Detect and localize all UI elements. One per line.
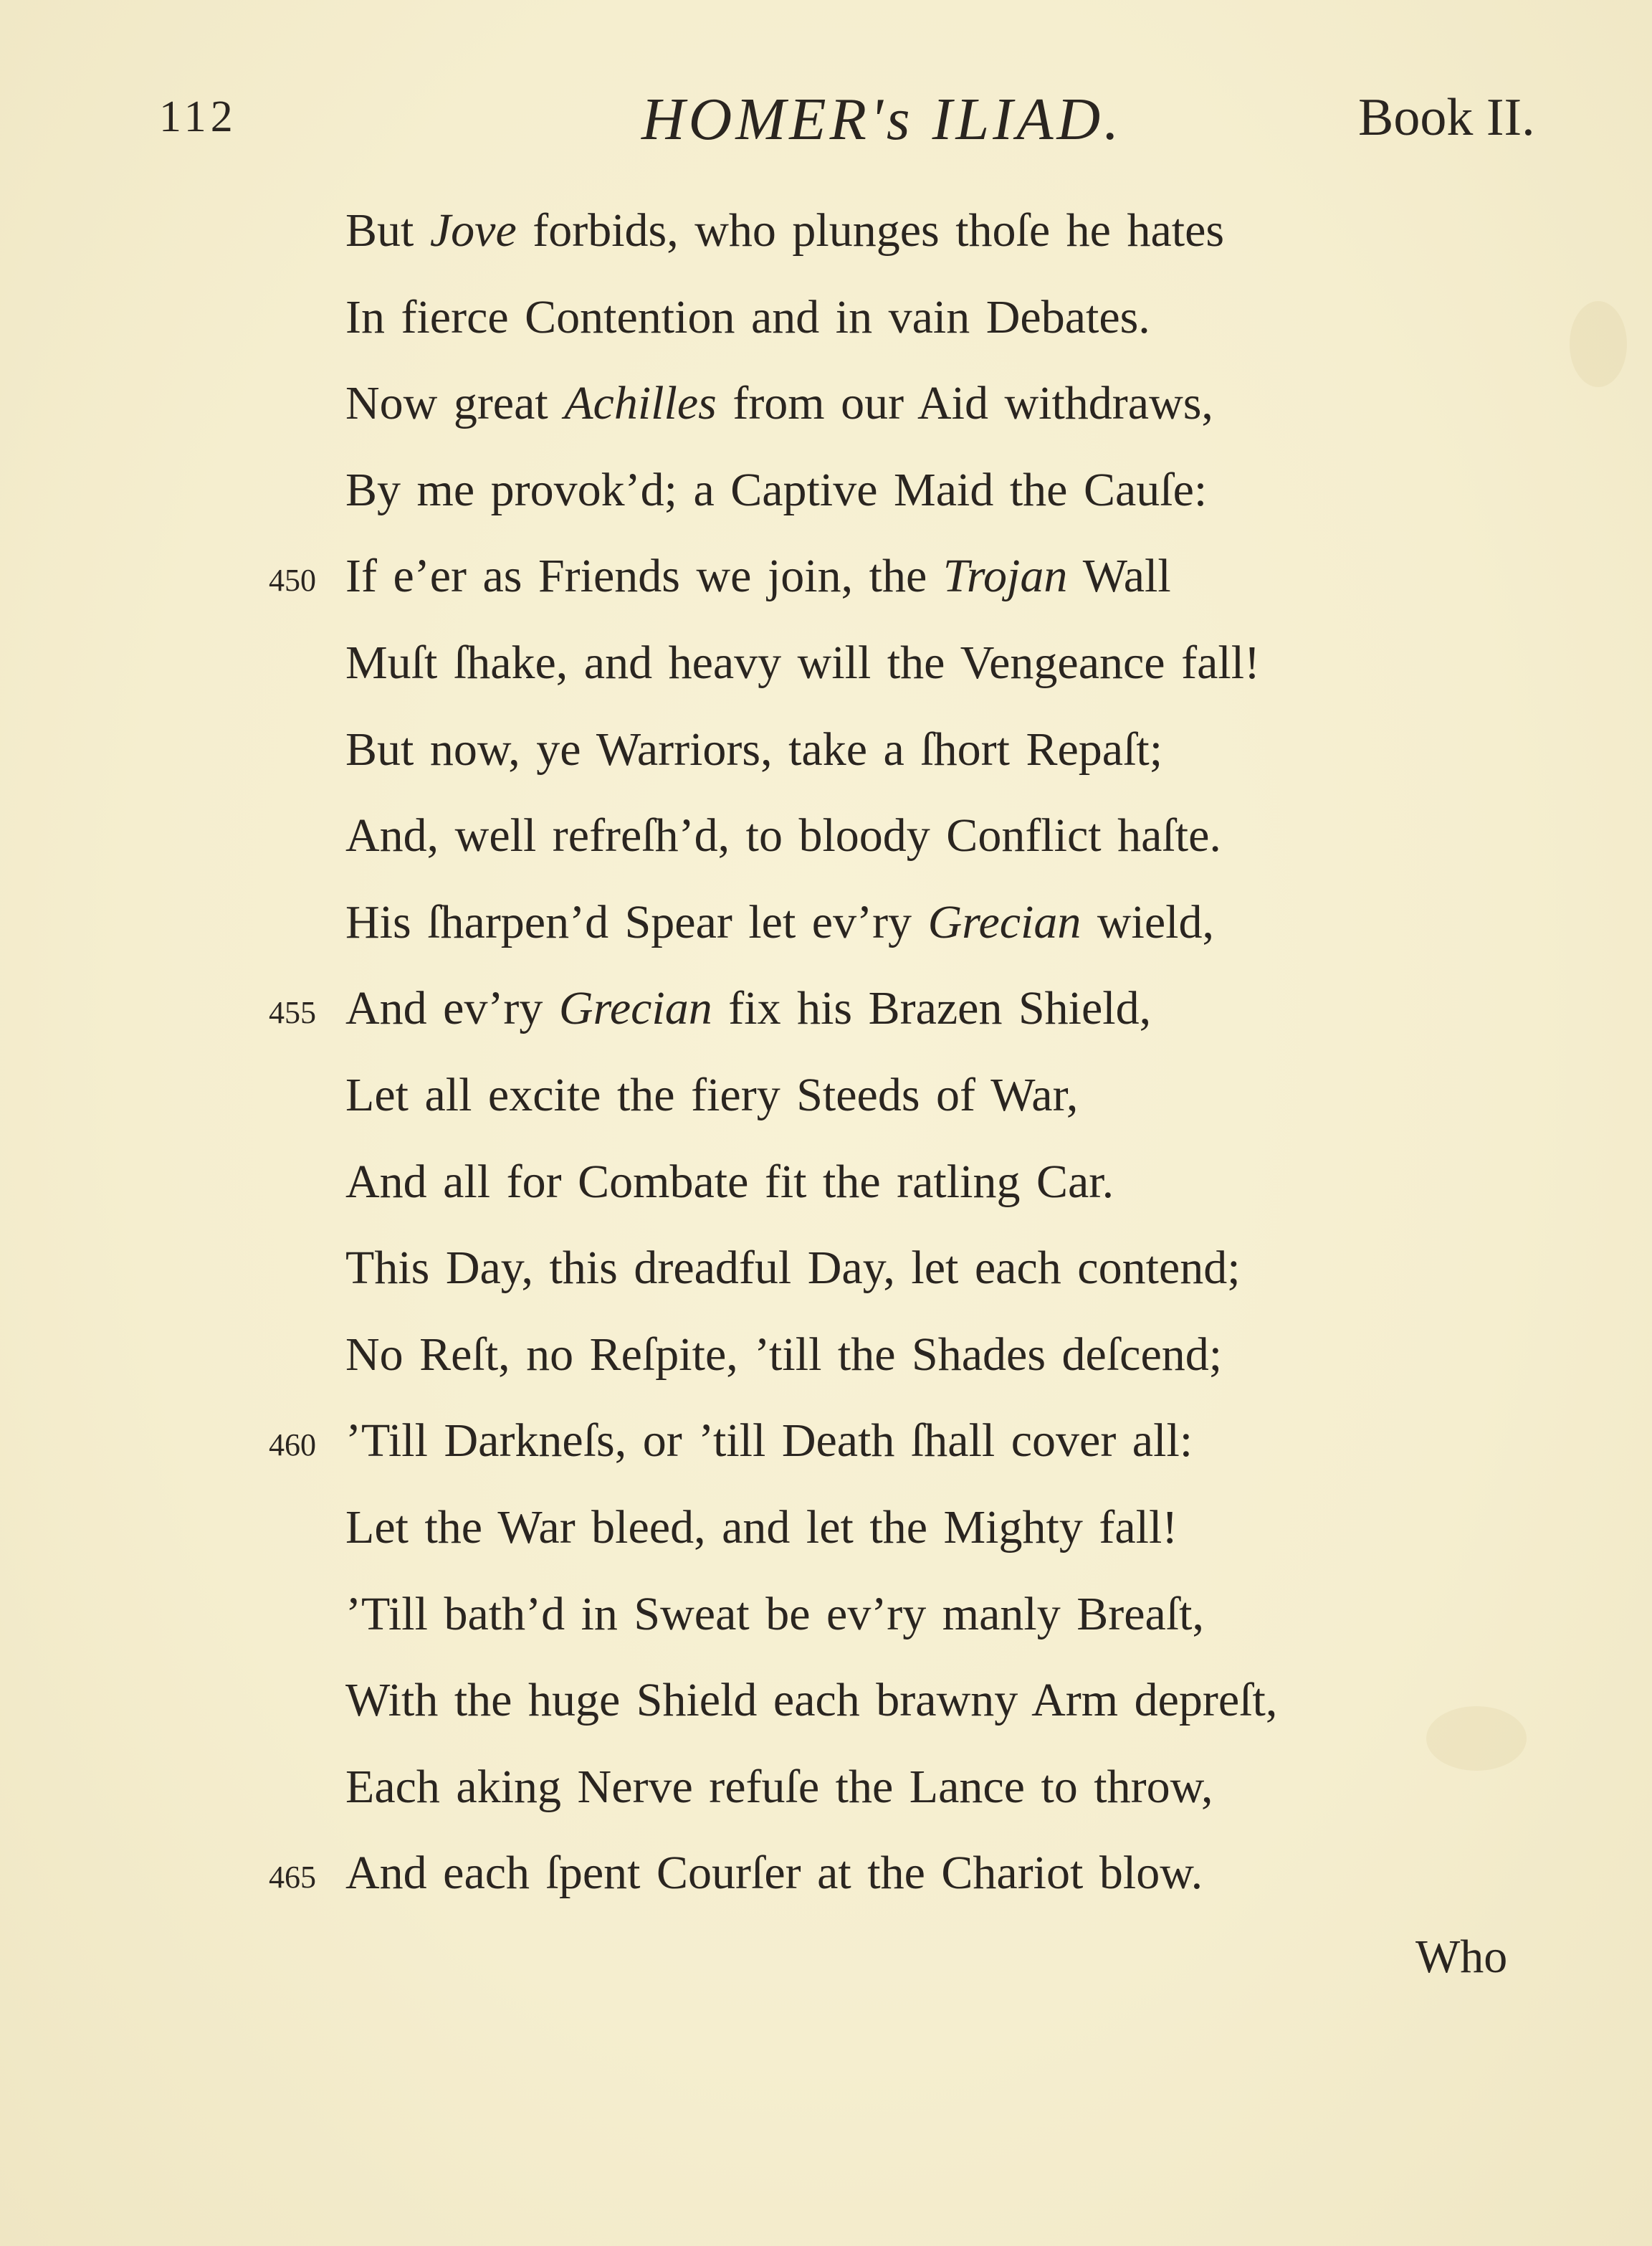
italic-name: Jove [429,204,517,257]
verse-line [0,188,1652,275]
verse-line [0,447,1652,534]
verse-text [345,1139,1114,1225]
verse-text [345,707,1162,793]
verse-text [345,533,1171,619]
italic-name: Grecian [927,895,1082,948]
verse-line [0,1571,1652,1658]
verse-segment: fix his Brazen Shield, [712,982,1152,1035]
verse-line [0,707,1652,794]
verse-text [345,361,1213,447]
verse-segment: With the huge Shield each brawny Arm depreſt, [345,1674,1278,1727]
verse-text [345,447,1207,533]
verse-text [345,1657,1277,1743]
verse-segment: And all for Combate fit the ratling Car. [345,1155,1114,1208]
verse-segment: ’Till bath’d in Sweat be ev’ry manly Breaſt, [345,1587,1204,1640]
verse-line [0,1225,1652,1312]
verse-segment: Let all excite the fiery Steeds of War, [345,1068,1079,1121]
verse-segment: Each aking Nerve refuſe the Lance to throw, [345,1760,1213,1813]
verse-segment: Now great [345,377,565,430]
verse-text [345,620,1260,706]
verse-segment: By me provok’d; a Captive Maid the Cauſe: [345,463,1208,516]
verse-line [0,1052,1652,1139]
verse-line [0,620,1652,707]
verse-text [345,1052,1078,1138]
verse-line [0,966,1652,1052]
verse-text [345,1744,1213,1830]
verse-text [345,1571,1204,1657]
verse-text [345,966,1151,1052]
line-number: 465 [269,1860,316,1895]
italic-name: Trojan [942,550,1068,603]
verse-line [0,1312,1652,1399]
catchword: Who [1415,1931,1508,1983]
verse-text [345,1312,1222,1398]
verse-segment: And, well refreſh’d, to bloody Conflict haſte. [345,809,1221,862]
verse-segment: wield, [1081,895,1215,948]
verse-segment: And each ſpent Courſer at the Chariot blow. [345,1847,1203,1900]
verse-text [345,188,1224,274]
verse-line [0,793,1652,880]
verse-line [0,1398,1652,1485]
verse-segment: No Reſt, no Reſpite, ’till the Shades deſcend; [345,1328,1223,1381]
verse-segment: But now, ye Warriors, take a ſhort Repaſt; [345,723,1163,776]
verse-segment: from our Aid withdraws, [716,377,1213,430]
running-title: HOMER's ILIAD. [641,86,1123,153]
verse-text [345,275,1150,361]
verse-segment: If e’er as Friends we join, the [345,550,943,603]
page-number: 112 [159,92,237,141]
verse-line [0,1744,1652,1831]
verse-text [345,1398,1193,1484]
verse-line [0,533,1652,620]
verse-segment: But [345,204,430,257]
verse-line [0,361,1652,447]
verse-segment: In fierce Contention and in vain Debates. [345,290,1150,343]
verse-segment: ’Till Darkneſs, or ’till Death ſhall cover all: [345,1414,1193,1467]
italic-name: Achilles [564,377,717,430]
poem-text [0,188,1652,1917]
verse-segment: Muſt ſhake, and heavy will the Vengeance fall! [345,636,1261,689]
verse-text [345,1225,1241,1311]
verse-line [0,1657,1652,1744]
verse-segment: Wall [1067,550,1171,603]
line-number: 450 [269,563,316,599]
italic-name: Grecian [558,982,712,1035]
verse-line [0,275,1652,361]
verse-segment: His ſharpen’d Spear let ev’ry [345,895,928,948]
verse-segment: Let the War bleed, and let the Mighty fall! [345,1500,1178,1553]
verse-segment: And ev’ry [345,982,559,1035]
verse-text [345,1830,1203,1916]
verse-text [345,1485,1178,1571]
verse-line [0,1139,1652,1226]
book-label: Book II. [1358,88,1535,147]
verse-text [345,880,1214,966]
verse-line [0,1830,1652,1917]
verse-line [0,1485,1652,1571]
verse-segment: forbids, who plunges thoſe he hates [516,204,1225,257]
verse-text [345,793,1221,879]
line-number: 455 [269,995,316,1031]
line-number: 460 [269,1427,316,1463]
verse-line [0,880,1652,966]
verse-segment: This Day, this dreadful Day, let each contend; [345,1242,1241,1295]
running-header [0,85,1652,163]
